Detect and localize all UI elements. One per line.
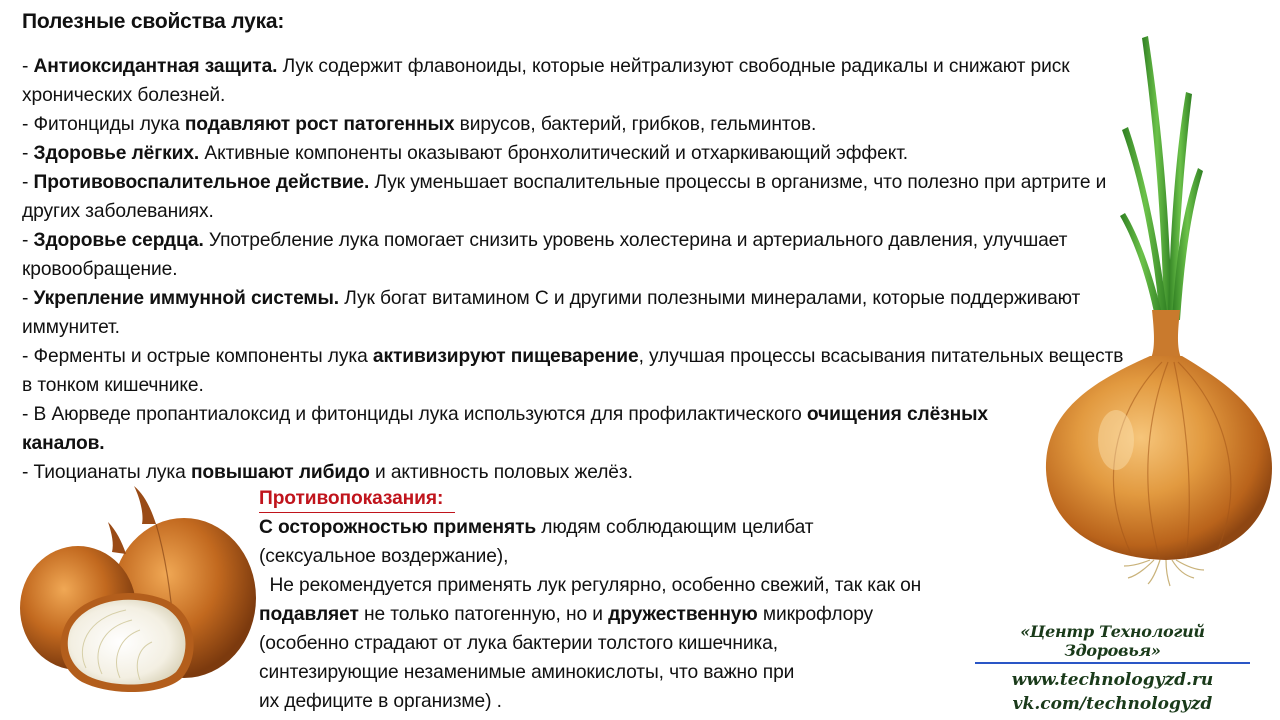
- onion-roots: [1124, 560, 1204, 586]
- contraindications-title: Противопоказания:: [259, 486, 455, 513]
- onion-bulb: [1046, 356, 1272, 560]
- back-onion-top: [134, 486, 156, 524]
- property-item: - Противовоспалительное действие. Лук уменьшает воспалительные процессы в организме, что полезно при артрите и других заболеваниях.: [22, 172, 1107, 222]
- title-bold-word: лука: [231, 10, 278, 33]
- contra-line: синтезирующие незаменимые аминокислоты, что важно при: [259, 662, 795, 683]
- onion-neck: [1150, 310, 1182, 360]
- whole-onion-image: [1036, 30, 1276, 590]
- footer-org: «Центр Технологий Здоровья»: [975, 622, 1250, 664]
- property-item: - Ферменты и острые компоненты лука активизируют пищеварение, улучшая процессы всасывания питательных веществ в тонком кишечнике.: [22, 346, 1124, 396]
- onions-with-cut-half-image: [16, 478, 261, 698]
- sprouts: [1120, 36, 1203, 322]
- property-item: - В Аюрведе пропантиалоксид и фитонциды лука используются для профилактического очищения слёзных каналов.: [22, 404, 988, 454]
- contra-line: подавляет не только патогенную, но и дружественную микрофлору: [259, 604, 874, 625]
- footer-credits: [975, 622, 1250, 714]
- left-onion-top: [108, 522, 126, 554]
- title-suffix: :: [277, 10, 285, 33]
- property-item: - Здоровье лёгких. Активные компоненты оказывают бронхолитический и отхаркивающий эффект.: [22, 143, 908, 164]
- contra-line: (сексуальное воздержание),: [259, 546, 509, 567]
- property-item: - Фитонциды лука подавляют рост патогенных вирусов, бактерий, грибков, гельминтов.: [22, 114, 817, 135]
- property-item: - Тиоцианаты лука повышают либидо и активность половых желёз.: [22, 462, 633, 483]
- contra-line: С осторожностью применять людям соблюдающим целибат: [259, 517, 814, 538]
- footer-site-link[interactable]: www.technologyzd.ru: [1011, 670, 1214, 690]
- footer-vk-link[interactable]: vk.com/technologyzd: [1012, 694, 1213, 714]
- contraindications-block: [259, 484, 1059, 716]
- property-item: - Антиоксидантная защита. Лук содержит флавоноиды, которые нейтрализуют свободные радикалы и снижают риск хронических болезней.: [22, 56, 1070, 106]
- properties-list: [22, 52, 1132, 487]
- property-item: - Здоровье сердца. Употребление лука помогает снизить уровень холестерина и артериального давления, улучшает кровообращение.: [22, 230, 1068, 280]
- page-title: [22, 10, 284, 34]
- contra-line: их дефиците в организме) .: [259, 691, 502, 712]
- contra-line: (особенно страдают от лука бактерии толстого кишечника,: [259, 633, 778, 654]
- title-prefix: Полезные свойства: [22, 10, 232, 33]
- contra-line: Не рекомендуется применять лук регулярно, особенно свежий, так как он: [259, 575, 922, 596]
- property-item: - Укрепление иммунной системы. Лук богат витамином С и другими полезными минералами, которые поддерживают иммунитет.: [22, 288, 1081, 338]
- cut-onion-flesh: [68, 600, 186, 685]
